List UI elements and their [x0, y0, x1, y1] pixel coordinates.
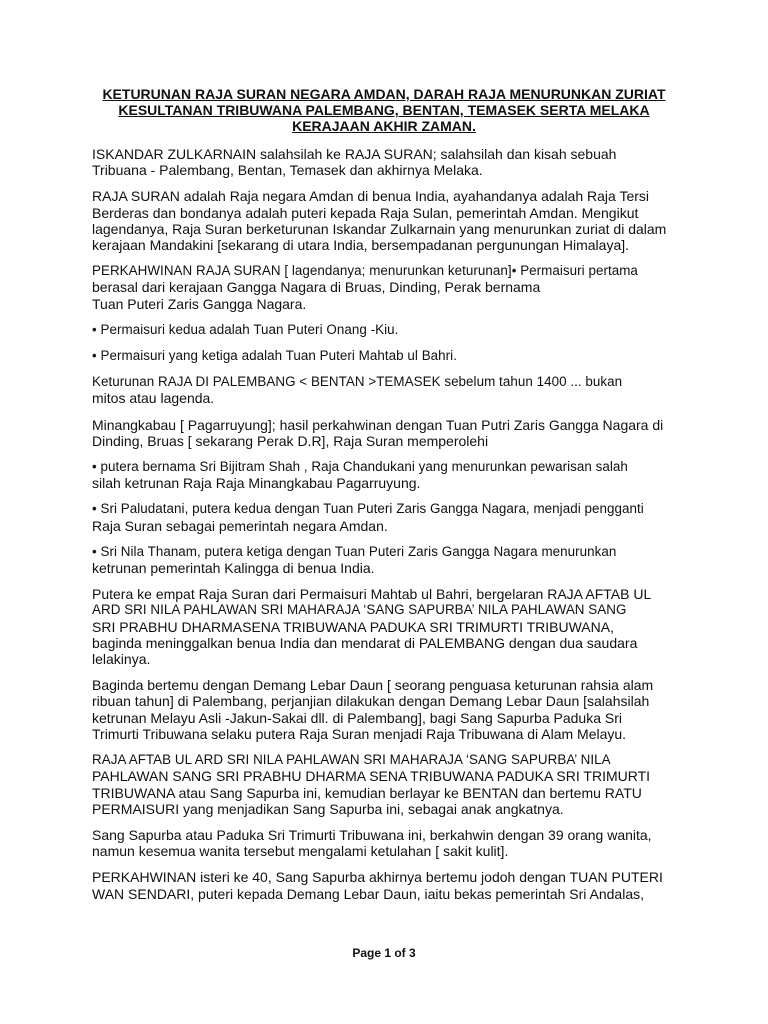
text-line: Sang Sapurba atau Paduka Sri Trimurti Tribuwana ini, berkahwin dengan 39 orang wanita, — [92, 826, 652, 843]
text-line: TRIBUWANA atau Sang Sapurba ini, kemudian berlayar ke BENTAN dan bertemu RATU — [92, 784, 642, 801]
text-line: PAHLAWAN SANG SRI PRABHU DHARMA SENA TRIBUWANA PADUKA SRI TRIMURTI — [92, 768, 651, 785]
text-line: ketrunan Melayu Asli -Jakun-Sakai dll. di Palembang], bagi Sang Sapurba Paduka Sri — [92, 709, 622, 726]
text-line: ARD SRI NILA PAHLAWAN SRI MAHARAJA ‘SANG SAPURBA’ NILA PAHLAWAN SANG — [92, 602, 627, 618]
paragraph — [92, 188, 692, 253]
title-line: KETURUNAN RAJA SURAN NEGARA AMDAN, DARAH RAJA MENURUNKAN ZURIAT — [102, 86, 666, 102]
text-line: ISKANDAR ZULKARNAIN salahsilah ke RAJA SURAN; salahsilah dan kisah sebuah — [92, 146, 617, 162]
text-line: PERKAHWINAN isteri ke 40, Sang Sapurba akhirnya bertemu jodoh dengan TUAN PUTERI — [92, 869, 663, 886]
page-number: Page 1 of 3 — [352, 946, 416, 960]
paragraph — [92, 827, 692, 859]
text-line: RAJA AFTAB UL ARD SRI NILA PAHLAWAN SRI MAHARAJA ‘SANG SAPURBA’ NILA — [92, 752, 611, 768]
title-line: KESULTANAN TRIBUWANA PALEMBANG, BENTAN, TEMASEK SERTA MELAKA — [118, 102, 650, 118]
paragraph — [92, 501, 692, 533]
text-line: lelakinya. — [92, 651, 151, 668]
paragraph — [92, 586, 692, 667]
paragraph — [92, 677, 692, 742]
text-line: ketrunan pemerintah Kalingga di benua India. — [92, 560, 375, 577]
paragraph — [92, 348, 692, 364]
text-line: • putera bernama Sri Bijitram Shah , Raja Chandukani yang menurunkan pewarisan salah — [92, 459, 628, 475]
text-line: WAN SENDARI, puteri kepada Demang Lebar Daun, iaitu bekas pemerintah Sri Andalas, — [92, 885, 644, 902]
text-line: mitos atau lagenda. — [92, 390, 215, 407]
paragraph — [92, 869, 692, 901]
paragraph — [92, 374, 692, 406]
text-line: baginda meninggalkan benua India dan mendarat di PALEMBANG dengan dua saudara — [92, 634, 638, 651]
text-line: Minangkabau [ Pagarruyung]; hasil perkahwinan dengan Tuan Putri Zaris Gangga Nagara di — [92, 416, 664, 433]
paragraph — [92, 146, 692, 178]
text-line: • Permaisuri kedua adalah Tuan Puteri Onang -Kiu. — [92, 321, 399, 337]
text-line: namun kesemua wanita tersebut mengalami ketulahan [ sakit kulit]. — [92, 843, 509, 860]
text-line: • Sri Nila Thanam, putera ketiga dengan Tuan Puteri Zaris Gangga Nagara menurunkan — [92, 543, 617, 559]
document-body — [92, 146, 692, 912]
text-line: Keturunan RAJA DI PALEMBANG < BENTAN >TEMASEK sebelum tahun 1400 ... bukan — [92, 374, 623, 390]
text-line: Baginda bertemu dengan Demang Lebar Daun [ seorang penguasa keturunan rahsia alam — [92, 677, 654, 694]
text-line: PERKAHWINAN RAJA SURAN [ lagendanya; menurunkan keturunan]• Permaisuri pertama — [92, 263, 638, 279]
text-line: Tribuana - Palembang, Bentan, Temasek dan akhirnya Melaka. — [92, 162, 483, 179]
document-title — [92, 86, 676, 134]
text-line: Berderas dan bondanya adalah puteri kepada Raja Sulan, pemerintah Amdan. Mengikut — [92, 204, 639, 221]
text-line: • Sri Paludatani, putera kedua dengan Tuan Puteri Zaris Gangga Nagara, menjadi pengganti — [92, 501, 644, 517]
text-line: berasal dari kerajaan Gangga Nagara di Bruas, Dinding, Perak bernama — [92, 279, 541, 296]
text-line: ribuan tahun] di Palembang, perjanjian dilakukan dengan Demang Lebar Daun [salahsilah — [92, 693, 650, 710]
text-line: Raja Suran sebagai pemerintah negara Amdan. — [92, 517, 388, 534]
text-line: kerajaan Mandakini [sekarang di utara India, bersempadanan pergunungan Himalaya]. — [92, 237, 630, 254]
title-line: KERAJAAN AKHIR ZAMAN. — [292, 118, 476, 134]
text-line: Trimurti Tribuwana selaku putera Raja Suran menjadi Raja Tribuwana di Alam Melayu. — [92, 725, 627, 742]
paragraph — [92, 417, 692, 449]
text-line: • Permaisuri yang ketiga adalah Tuan Puteri Mahtab ul Bahri. — [92, 348, 457, 364]
text-line: Putera ke empat Raja Suran dari Permaisuri Mahtab ul Bahri, bergelaran RAJA AFTAB UL — [92, 586, 652, 603]
paragraph — [92, 263, 692, 312]
text-line: RAJA SURAN adalah Raja negara Amdan di benua India, ayahandanya adalah Raja Tersi — [92, 188, 649, 205]
text-line: Dinding, Bruas [ sekarang Perak D.R], Raja Suran memperolehi — [92, 432, 489, 449]
text-line: lagendanya, Raja Suran berketurunan Iskandar Zulkarnain yang menurunkan zuriat di dalam — [92, 220, 667, 237]
text-line: silah ketrunan Raja Raja Minangkabau Pagarruyung. — [92, 475, 421, 492]
text-line: PERMAISURI yang menjadikan Sang Sapurba ini, sebagai anak angkatnya. — [92, 800, 564, 817]
paragraph — [92, 459, 692, 491]
paragraph — [92, 322, 692, 338]
text-line: SRI PRABHU DHARMASENA TRIBUWANA PADUKA SRI TRIMURTI TRIBUWANA, — [92, 618, 614, 635]
text-line: Tuan Puteri Zaris Gangga Nagara. — [92, 295, 307, 312]
paragraph — [92, 752, 692, 817]
paragraph — [92, 544, 692, 576]
